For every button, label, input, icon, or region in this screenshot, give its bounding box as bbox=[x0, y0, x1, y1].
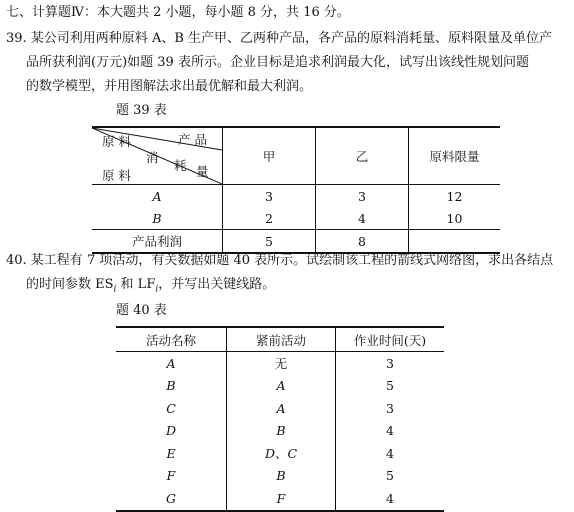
diag-product-label: 产 品 bbox=[178, 132, 207, 147]
activity-predecessor: D、C bbox=[227, 442, 336, 465]
activity-predecessor: B bbox=[227, 420, 336, 443]
q39-diagonal-header bbox=[92, 127, 223, 185]
table-row bbox=[116, 397, 444, 420]
activity-predecessor: A bbox=[227, 397, 336, 420]
col-header-jia: 甲 bbox=[223, 127, 316, 185]
cell bbox=[409, 230, 501, 254]
table-row bbox=[92, 207, 500, 230]
diag-consumption-char-2: 耗 bbox=[174, 158, 187, 173]
activity-predecessor: 无 bbox=[227, 352, 336, 375]
table-row bbox=[116, 465, 444, 488]
activity-duration: 4 bbox=[386, 445, 394, 461]
q40-table-caption: 题 40 表 bbox=[116, 303, 167, 318]
activity-name: D bbox=[116, 420, 227, 443]
cell: 2 bbox=[223, 207, 316, 230]
cell: 3 bbox=[316, 185, 409, 208]
diag-consumption-char-3: 量 bbox=[196, 164, 209, 179]
col-header-duration: 作业时间(天) bbox=[336, 327, 445, 352]
q40-line-1: 40. 某工程有 7 项活动，有关数据如题 40 表所示。试绘制该工程的箭线式网络图，求出各结点 bbox=[6, 253, 554, 268]
q40-line-2-mid: 和 LF bbox=[116, 277, 156, 292]
activity-duration: 3 bbox=[386, 400, 394, 416]
activity-predecessor: F bbox=[227, 487, 336, 511]
cell: 8 bbox=[316, 230, 409, 254]
cell: 10 bbox=[446, 210, 463, 226]
cell: 3 bbox=[223, 185, 316, 208]
table-row bbox=[116, 375, 444, 398]
table-row bbox=[116, 352, 444, 375]
activity-duration: 3 bbox=[386, 355, 394, 371]
subscript-i: i bbox=[113, 284, 117, 295]
table-row bbox=[92, 230, 500, 254]
activity-name: C bbox=[116, 397, 227, 420]
diag-material-label-top: 原 料 bbox=[102, 134, 131, 149]
col-header-predecessor: 紧前活动 bbox=[227, 327, 336, 352]
table-row bbox=[116, 420, 444, 443]
col-header-yi: 乙 bbox=[316, 127, 409, 185]
activity-name: E bbox=[116, 442, 227, 465]
q40-line-2-end: ，并写出关键线路。 bbox=[158, 277, 276, 292]
q40-table bbox=[116, 326, 444, 512]
q39-table-caption: 题 39 表 bbox=[116, 103, 167, 118]
row-label-profit: 产品利润 bbox=[92, 230, 223, 254]
cell: 12 bbox=[446, 188, 463, 204]
q40-line-2-start: 的时间参数 ES bbox=[26, 277, 114, 292]
activity-name: B bbox=[116, 375, 227, 398]
q40-header-row bbox=[116, 327, 444, 352]
q39-line-3: 的数学模型，并用图解法求出最优解和最大利润。 bbox=[26, 79, 313, 94]
activity-duration: 5 bbox=[386, 378, 394, 394]
activity-duration: 5 bbox=[386, 468, 394, 484]
activity-name: A bbox=[116, 352, 227, 375]
cell: 4 bbox=[316, 207, 409, 230]
diag-material-label: 原 料 bbox=[102, 168, 131, 183]
row-label-b: B bbox=[92, 207, 223, 230]
q40-line-2 bbox=[26, 276, 275, 299]
activity-duration: 4 bbox=[386, 423, 394, 439]
row-label-a: A bbox=[92, 185, 223, 208]
section-title: 七、计算题Ⅳ：本大题共 2 小题，每小题 8 分，共 16 分。 bbox=[6, 5, 350, 20]
activity-predecessor: B bbox=[227, 465, 336, 488]
activity-name: G bbox=[116, 487, 227, 511]
activity-duration: 4 bbox=[386, 490, 394, 506]
q39-line-1: 39. 某公司利用两种原料 A、B 生产甲、乙两种产品，各产品的原料消耗量、原料限量及单位产 bbox=[6, 31, 553, 46]
table-row bbox=[92, 185, 500, 208]
activity-name: F bbox=[116, 465, 227, 488]
q39-header-row bbox=[92, 127, 500, 185]
table-row bbox=[116, 442, 444, 465]
table-row bbox=[116, 487, 444, 511]
cell: 5 bbox=[223, 230, 316, 254]
q39-table bbox=[92, 126, 500, 254]
col-header-limit: 原料限量 bbox=[409, 127, 501, 185]
activity-predecessor: A bbox=[227, 375, 336, 398]
q39-line-2: 品所获利润(万元)如题 39 表所示。企业目标是追求利润最大化，试写出该线性规划问题 bbox=[26, 55, 529, 70]
subscript-i: i bbox=[155, 284, 159, 295]
diag-consumption-char-1: 消 bbox=[146, 150, 159, 165]
col-header-activity: 活动名称 bbox=[116, 327, 227, 352]
